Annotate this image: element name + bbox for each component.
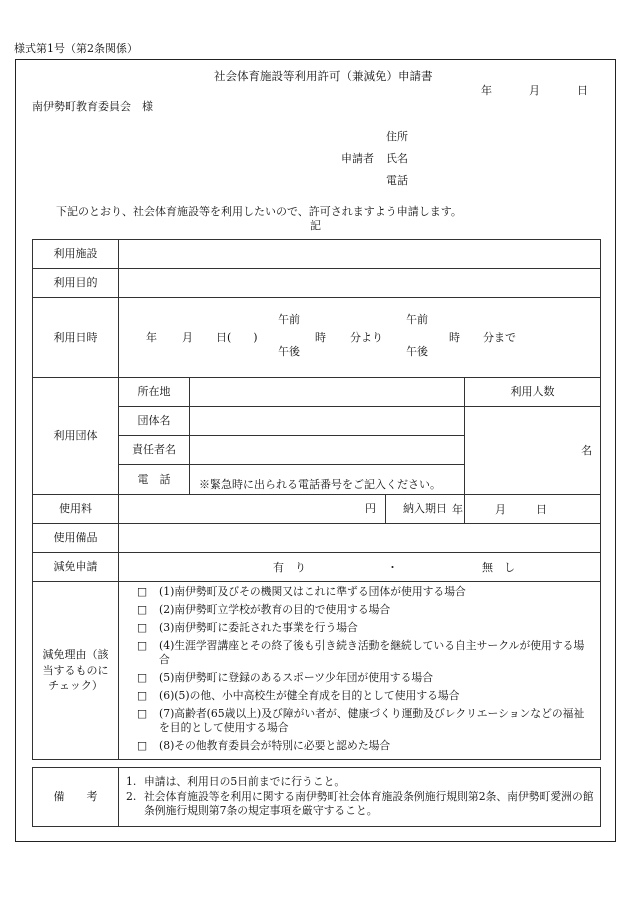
reason-item — [137, 739, 594, 753]
due-date-field[interactable] — [452, 495, 601, 524]
manager-field[interactable] — [190, 436, 465, 465]
note-number: 1. — [126, 775, 137, 789]
phone-note: ※緊急時に出られる電話番号をご記入ください。 — [199, 478, 441, 492]
applicant-name-label: 氏名 — [386, 152, 408, 165]
reason-checkbox[interactable]: □ — [137, 739, 148, 753]
facility-field[interactable] — [119, 240, 601, 269]
due-month: 月 — [495, 503, 506, 516]
ki-label: 記 — [310, 219, 321, 232]
applicant-phone-label: 電話 — [386, 174, 408, 187]
reason-item — [137, 689, 594, 703]
exemption-no[interactable]: 無 し — [482, 561, 515, 574]
group-location-field[interactable] — [190, 378, 465, 407]
manager-label: 責任者名 — [119, 436, 190, 465]
note-text: 社会体育施設等を利用に関する南伊勢町社会体育施設条例施行規則第2条、南伊勢町愛洲の館条例施行規則第7条の規定事項を厳守すること。 — [144, 789, 594, 818]
date-day: 日 — [577, 84, 588, 97]
facility-label: 利用施設 — [33, 240, 119, 269]
reason-checkbox[interactable]: □ — [137, 603, 148, 617]
reason-text: (3)南伊勢町に委託された事業を行う場合 — [159, 621, 358, 635]
note-item — [126, 790, 594, 819]
purpose-field[interactable] — [119, 269, 601, 298]
notes-label: 備 考 — [33, 768, 119, 827]
purpose-label: 利用目的 — [33, 269, 119, 298]
applicant-address-label: 住所 — [386, 130, 408, 143]
note-text: 申請は、利用日の5日前までに行うこと。 — [144, 775, 346, 789]
exemption-dot: ・ — [387, 561, 398, 574]
dt-end-am: 午前 — [406, 313, 428, 326]
fee-label: 使用料 — [33, 495, 119, 524]
notes-list — [126, 775, 594, 819]
application-table — [32, 239, 601, 760]
reason-item — [137, 671, 594, 685]
notes-field — [119, 768, 601, 827]
reason-text: (2)南伊勢町立学校が教育の目的で使用する場合 — [159, 603, 391, 617]
reason-item — [137, 621, 594, 635]
users-field[interactable] — [465, 407, 601, 495]
due-year: 年 — [452, 503, 463, 516]
reason-checkbox[interactable]: □ — [137, 621, 148, 635]
reason-item — [137, 585, 594, 599]
date-year: 年 — [481, 84, 492, 97]
fee-field[interactable] — [119, 495, 386, 524]
due-date-label: 納入期日 — [386, 495, 465, 524]
exemption-yes[interactable]: 有 り — [273, 561, 306, 574]
reasons-label-text: 減免理由（該当するものにチェック） — [42, 647, 109, 693]
dt-year: 年 — [146, 331, 157, 344]
reason-checkbox[interactable]: □ — [137, 671, 148, 685]
group-name-label: 団体名 — [119, 407, 190, 436]
group-phone-field[interactable] — [190, 465, 465, 495]
dt-start-hour: 時 — [315, 331, 326, 344]
fee-unit: 円 — [365, 502, 376, 516]
addressee: 南伊勢町教育委員会 様 — [32, 100, 153, 113]
equipment-label: 使用備品 — [33, 524, 119, 553]
group-name-field[interactable] — [190, 407, 465, 436]
note-item — [126, 775, 594, 790]
date-month: 月 — [529, 84, 540, 97]
reason-text: (7)高齢者(65歳以上)及び障がい者が、健康づくり運動及びレクリエーションなどの福祉を目的として使用する場合 — [159, 707, 585, 735]
group-label: 利用団体 — [33, 378, 119, 495]
equipment-field[interactable] — [119, 524, 601, 553]
users-unit: 名 — [581, 443, 593, 457]
form-title: 社会体育施設等利用許可（兼減免）申請書 — [214, 69, 433, 83]
group-phone-label: 電 話 — [119, 465, 190, 495]
reason-list — [137, 585, 594, 753]
form-number: 様式第1号（第2条関係） — [14, 42, 138, 55]
group-location-label: 所在地 — [119, 378, 190, 407]
notes-table — [32, 767, 601, 827]
applicant-label: 申請者 — [341, 152, 374, 165]
dt-end-pm: 午後 — [406, 345, 428, 358]
reason-text: (8)その他教育委員会が特別に必要と認めた場合 — [159, 739, 391, 753]
reason-checkbox[interactable]: □ — [137, 585, 148, 598]
reason-text: (4)生涯学習講座とその終了後も引き続き活動を継続している自主サークルが使用する場合 — [159, 639, 585, 667]
dt-from: 分より — [350, 331, 383, 344]
reason-text: (5)南伊勢町に登録のあるスポーツ少年団が使用する場合 — [159, 671, 433, 685]
reason-checkbox[interactable]: □ — [137, 689, 148, 703]
reasons-label — [33, 582, 119, 760]
note-number: 2. — [126, 789, 137, 803]
dt-month: 月 — [182, 331, 193, 344]
exemption-label: 減免申請 — [33, 553, 119, 582]
dt-until: 分まで — [483, 331, 516, 344]
exemption-field — [119, 553, 601, 582]
reason-item — [137, 639, 594, 667]
users-label: 利用人数 — [465, 378, 601, 407]
datetime-field[interactable] — [119, 298, 601, 378]
dt-day: 日( ) — [216, 331, 258, 344]
datetime-label: 利用日時 — [33, 298, 119, 378]
reason-checkbox[interactable]: □ — [137, 707, 148, 721]
reason-text: (1)南伊勢町及びその機関又はこれに準ずる団体が使用する場合 — [159, 585, 466, 598]
dt-start-pm: 午後 — [278, 345, 300, 358]
dt-start-am: 午前 — [278, 313, 300, 326]
reasons-field — [119, 582, 601, 760]
intro-text: 下記のとおり、社会体育施設等を利用したいので、許可されますよう申請します。 — [56, 205, 462, 218]
reason-checkbox[interactable]: □ — [137, 639, 148, 653]
reason-item — [137, 707, 594, 735]
dt-end-hour: 時 — [449, 331, 460, 344]
reason-item — [137, 603, 594, 617]
reason-text: (6)(5)の他、小中高校生が健全育成を目的として使用する場合 — [159, 689, 460, 703]
due-day: 日 — [536, 503, 547, 516]
